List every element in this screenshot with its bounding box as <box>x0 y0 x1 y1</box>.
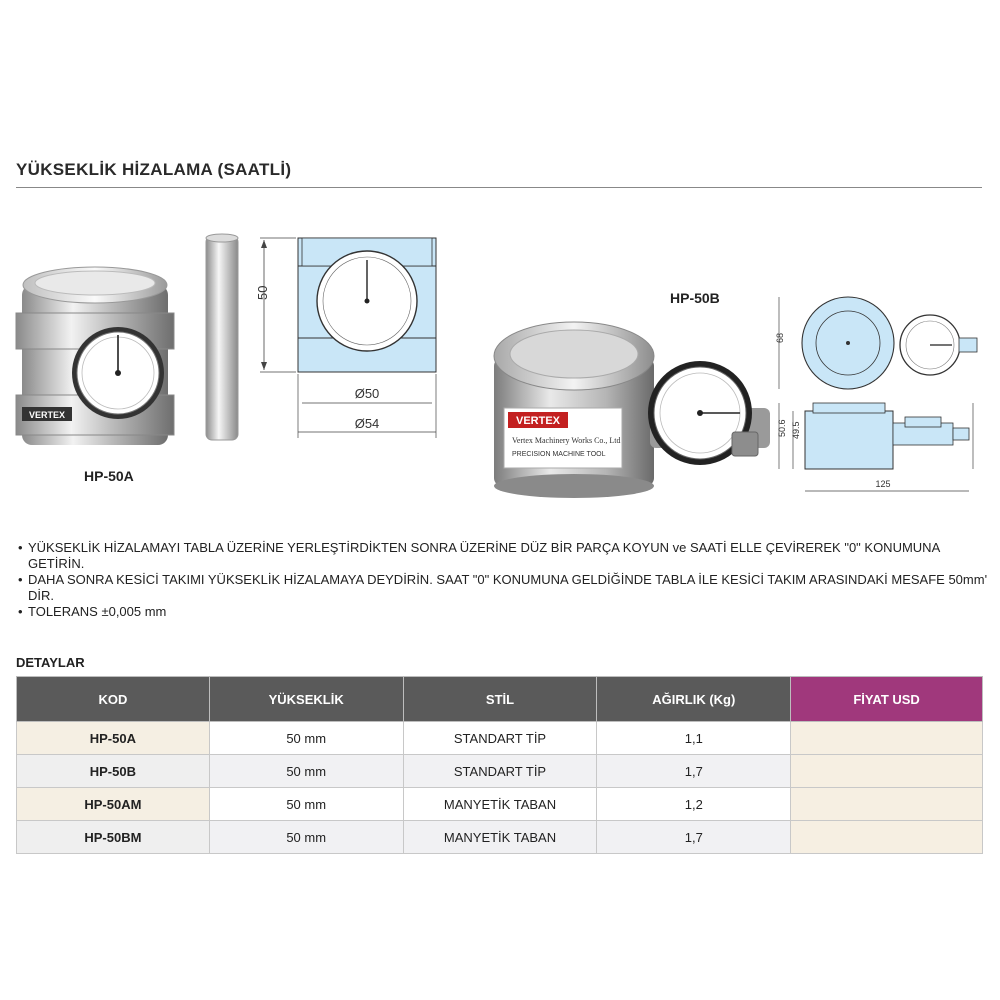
hp-50b-tagline: PRECISION MACHINE TOOL <box>512 451 606 458</box>
h2-dimension: 49.5 <box>791 421 801 439</box>
title-divider <box>16 187 982 188</box>
hp-50b-drawing <box>765 295 990 495</box>
hp-50b-company: Vertex Machinery Works Co., Ltd <box>512 436 621 445</box>
table-row <box>17 755 983 788</box>
inner-diameter-dimension: Ø50 <box>354 386 380 401</box>
table-row <box>17 722 983 755</box>
cell-height: 50 mm <box>209 722 403 755</box>
top-height-dimension: 68 <box>775 332 785 343</box>
page-title: YÜKSEKLİK HİZALAMA (SAATLİ) <box>16 160 292 179</box>
cell-kod: HP-50AM <box>17 788 210 821</box>
cell-kod: HP-50A <box>17 722 210 755</box>
table-header-row <box>17 677 983 722</box>
hp-50b-brand: VERTEX <box>515 415 561 427</box>
cell-price <box>791 821 983 854</box>
cell-weight: 1,7 <box>597 755 791 788</box>
cell-height: 50 mm <box>209 788 403 821</box>
outer-diameter-dimension: Ø54 <box>354 416 380 431</box>
cell-weight: 1,2 <box>597 788 791 821</box>
instruction-3: • TOLERANS ±0,005 mm <box>18 604 988 620</box>
table-row <box>17 821 983 854</box>
header-yukseklik: YÜKSEKLİK <box>209 677 403 722</box>
width-dimension: 125 <box>875 479 891 489</box>
cell-style: MANYETİK TABAN <box>403 821 597 854</box>
height-dimension: 50 <box>255 285 270 300</box>
cell-weight: 1,7 <box>597 821 791 854</box>
cell-kod: HP-50BM <box>17 821 210 854</box>
table-row <box>17 788 983 821</box>
hp-50b-photo <box>490 298 770 498</box>
cell-weight: 1,1 <box>597 722 791 755</box>
cell-price <box>791 788 983 821</box>
details-table <box>16 676 983 854</box>
details-heading: DETAYLAR <box>16 655 85 670</box>
cell-price <box>791 755 983 788</box>
instruction-1: • YÜKSEKLİK HİZALAMAYI TABLA ÜZERİNE YERLEŞTİRDİKTEN SONRA ÜZERİNE DÜZ BİR PARÇA KOYUN ve SAATİ ELLE ÇEVİREREK "0" KONUMUNA GETİRİN. <box>18 540 988 572</box>
cell-price <box>791 722 983 755</box>
hp-50a-brand: VERTEX <box>28 410 66 420</box>
cell-style: STANDART TİP <box>403 722 597 755</box>
instruction-2: • DAHA SONRA KESİCİ TAKIMI YÜKSEKLİK HİZALAMAYA DEYDİRİN. SAAT "0" KONUMUNA GELDİĞİNDE TABLA İLE KESİCİ TAKIM ARASINDAKİ MESAFE 50mm' DİR. <box>18 572 988 604</box>
header-agirlik: AĞIRLIK (Kg) <box>597 677 791 722</box>
cell-height: 50 mm <box>209 821 403 854</box>
cell-kod: HP-50B <box>17 755 210 788</box>
h1-dimension: 50.6 <box>777 419 787 437</box>
header-stil: STİL <box>403 677 597 722</box>
header-kod: KOD <box>17 677 210 722</box>
hp-50a-drawing <box>250 228 450 443</box>
hp-50a-photo <box>10 255 180 455</box>
header-fiyat: FİYAT USD <box>791 677 983 722</box>
hp-50b-caption: HP-50B <box>670 290 720 306</box>
instructions <box>18 540 988 620</box>
reference-pin-photo <box>200 232 244 444</box>
cell-style: MANYETİK TABAN <box>403 788 597 821</box>
cell-height: 50 mm <box>209 755 403 788</box>
cell-style: STANDART TİP <box>403 755 597 788</box>
hp-50a-caption: HP-50A <box>84 468 134 484</box>
